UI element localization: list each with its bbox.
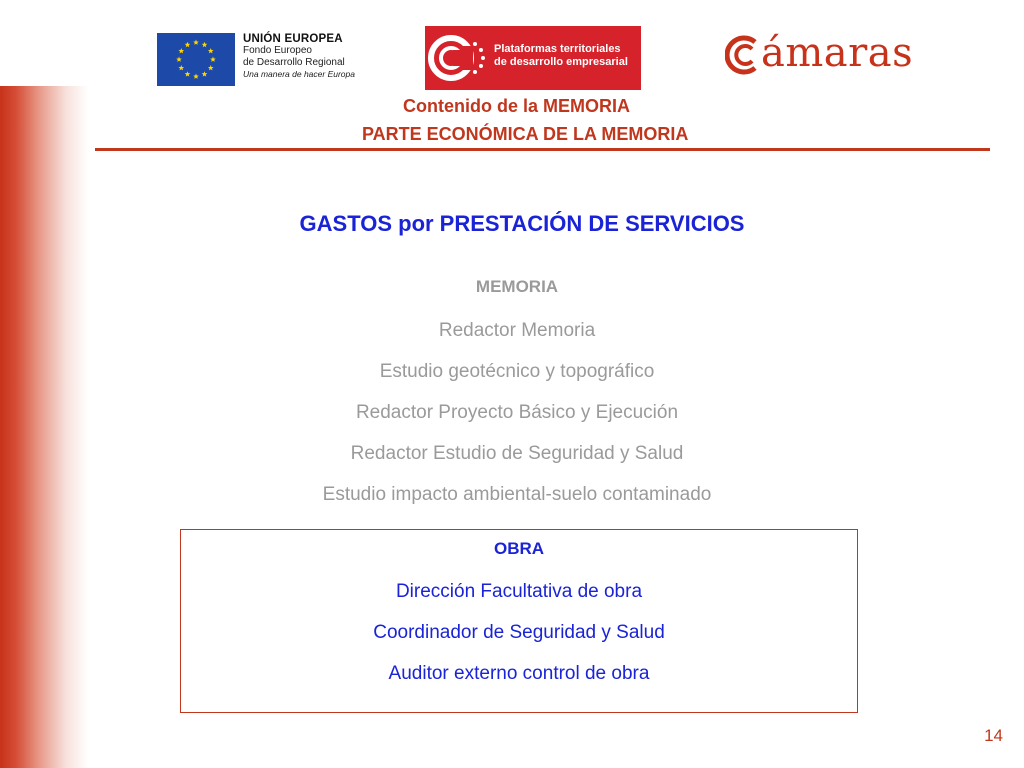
- eu-star-icon: [202, 71, 208, 76]
- eu-star-icon: [193, 40, 199, 45]
- obra-list: [181, 580, 857, 703]
- eu-star-icon: [210, 57, 216, 62]
- memoria-item: Estudio impacto ambiental-suelo contaminado: [322, 484, 712, 505]
- obra-item: Dirección Facultativa de obra: [395, 581, 643, 602]
- obra-item: Coordinador de Seguridad y Salud: [373, 622, 665, 643]
- eu-logo-fund: Fondo Europeo: [243, 45, 312, 56]
- eu-star-icon: [176, 57, 182, 62]
- camaras-logo-text: ámaras: [761, 30, 914, 76]
- camaras-c-mark-icon: [425, 26, 491, 90]
- slide-title: GASTOS por PRESTACIÓN DE SERVICIOS: [299, 211, 745, 236]
- eu-star-icon: [185, 71, 191, 76]
- plataformas-logo: [425, 26, 641, 90]
- header-title: Contenido de la MEMORIA: [403, 96, 630, 116]
- memoria-item: Redactor Estudio de Seguridad y Salud: [350, 443, 684, 464]
- plataformas-logo-text: [494, 43, 639, 69]
- obra-item: Auditor externo control de obra: [388, 663, 650, 684]
- eu-star-icon: [193, 74, 199, 79]
- eu-logo-fund-name: de Desarrollo Regional: [243, 57, 345, 68]
- eu-logo-title: UNIÓN EUROPEA: [243, 33, 343, 45]
- eu-star-icon: [178, 48, 184, 53]
- eu-star-icon: [178, 65, 184, 70]
- memoria-item: Redactor Memoria: [438, 320, 596, 341]
- page-number: 14: [984, 726, 1003, 745]
- camaras-c-icon: [725, 34, 763, 76]
- eu-star-icon: [185, 42, 191, 47]
- obra-heading: OBRA: [493, 539, 545, 558]
- plataformas-line1: Plataformas territoriales: [494, 43, 621, 55]
- memoria-item: Estudio geotécnico y topográfico: [379, 361, 655, 382]
- header-divider: [95, 148, 990, 151]
- eu-star-icon: [208, 48, 214, 53]
- eu-logo-slogan: Una manera de hacer Europa: [243, 69, 355, 79]
- eu-star-icon: [208, 65, 214, 70]
- eu-flag-icon: [157, 33, 235, 86]
- memoria-item: Redactor Proyecto Básico y Ejecución: [355, 402, 679, 423]
- plataformas-line2: de desarrollo empresarial: [494, 56, 628, 68]
- obra-box: [180, 529, 858, 713]
- header-subtitle: PARTE ECONÓMICA DE LA MEMORIA: [362, 124, 689, 144]
- camaras-logo: [725, 30, 935, 80]
- memoria-list: [0, 319, 1024, 524]
- eu-star-icon: [202, 42, 208, 47]
- eu-logo-text: [243, 33, 368, 80]
- eu-logo: [157, 33, 367, 87]
- memoria-heading: MEMORIA: [475, 277, 559, 296]
